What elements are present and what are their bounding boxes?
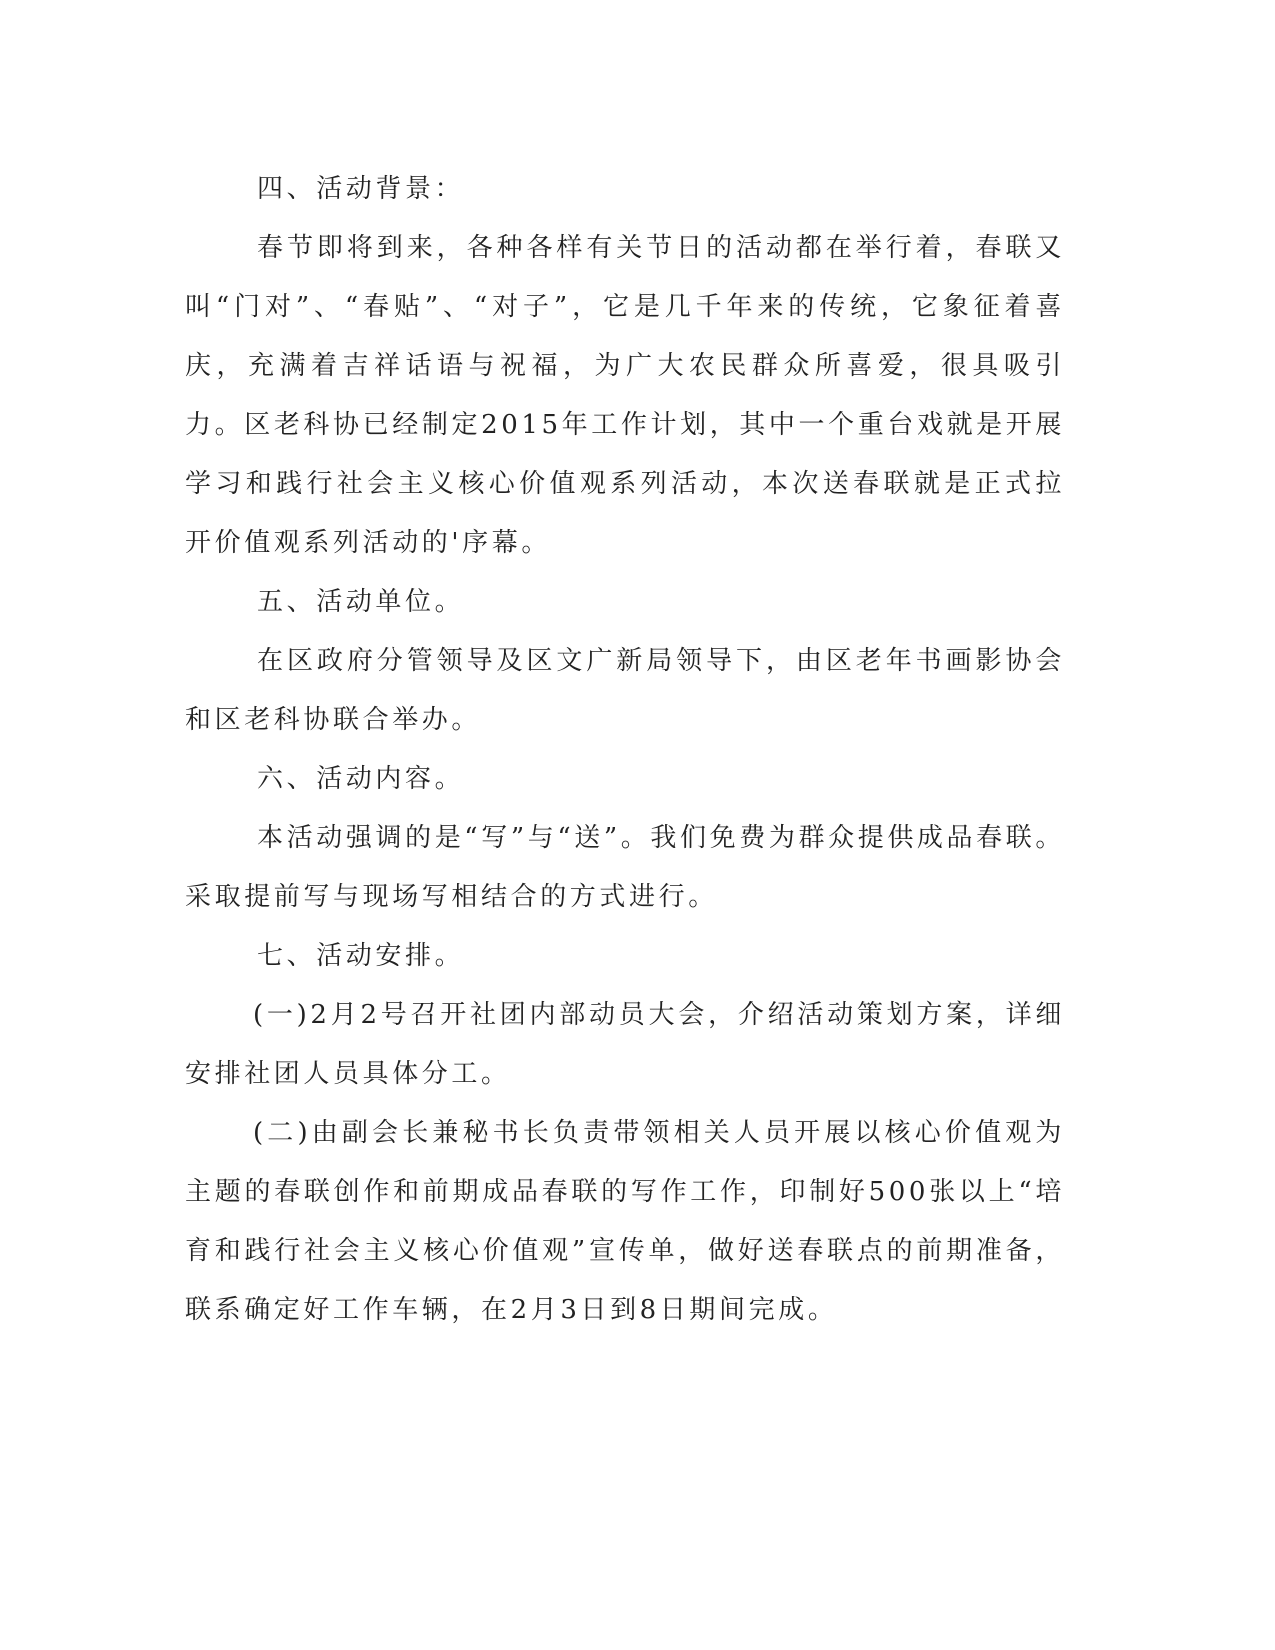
paragraph-arrangement-2: (二)由副会长兼秘书长负责带领相关人员开展以核心价值观为主题的春联创作和前期成品春联的写作工作，印制好500张以上“培育和践行社会主义核心价值观”宣传单，做好送春联点的前期准备，联系确定好工作车辆，在2月3日到8日期间完成。: [185, 1118, 1065, 1325]
document-body: [185, 160, 1065, 1340]
paragraph-background: 春节即将到来，各种各样有关节日的活动都在举行着，春联又叫“门对”、“春贴”、“对子”，它是几千年来的传统，它象征着喜庆，充满着吉祥话语与祝福，为广大农民群众所喜爱，很具吸引力。区老科协已经制定2015年工作计划，其中一个重台戏就是开展学习和践行社会主义核心价值观系列活动，本次送春联就是正式拉开价值观系列活动的'序幕。: [185, 233, 1065, 558]
section-heading-content: 六、活动内容。: [257, 764, 465, 794]
section-heading-organizers: 五、活动单位。: [257, 587, 465, 617]
section-heading-background: 四、活动背景：: [257, 174, 465, 204]
section-heading-arrangement: 七、活动安排。: [257, 941, 465, 971]
paragraph-content: 本活动强调的是“写”与“送”。我们免费为群众提供成品春联。采取提前写与现场写相结合的方式进行。: [185, 823, 1065, 912]
paragraph-organizers: 在区政府分管领导及区文广新局领导下，由区老年书画影协会和区老科协联合举办。: [185, 646, 1065, 735]
paragraph-arrangement-1: (一)2月2号召开社团内部动员大会，介绍活动策划方案，详细安排社团人员具体分工。: [185, 1000, 1065, 1089]
